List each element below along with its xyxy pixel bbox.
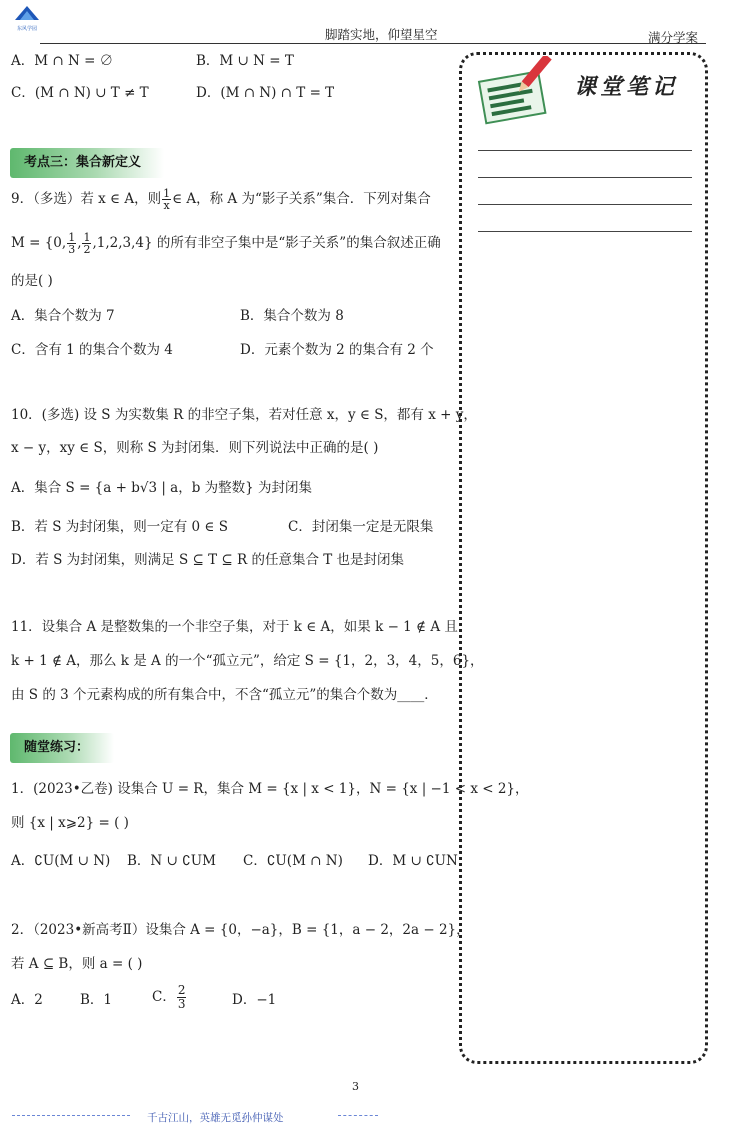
- q9-option-c: C．含有 1 的集合个数为 4: [11, 342, 173, 358]
- p1-option-b: B．N ∪ ∁UM: [127, 853, 216, 869]
- logo-text: 东风学园: [16, 26, 37, 32]
- q10-line-2: x − y，xy ∈ S，则称 S 为封闭集．则下列说法中正确的是( ): [11, 440, 379, 456]
- note-line-4: [478, 231, 692, 232]
- q9-line-3: 的是( ): [11, 273, 53, 289]
- p2-option-c: C． $\frac{2}{3}$: [152, 983, 186, 1011]
- footer-slogan: 千古江山，英雄无觅孙仲谋处: [147, 1112, 284, 1124]
- q9-line-1a: 9．（多选）若 x ∈ A，则: [11, 191, 162, 207]
- note-line-2: [478, 177, 692, 178]
- header-right-title: 满分学案: [648, 30, 699, 45]
- q11-line-2: k + 1 ∉ A，那么 k 是 A 的一个“孤立元”，给定 S = {1，2，3，4，5，6}，: [11, 653, 484, 669]
- q8-option-b: B．M ∪ N = T: [196, 53, 294, 69]
- section-badge-practice: 随堂练习：: [10, 733, 114, 763]
- q8-option-a: A．M ∩ N = ∅: [11, 53, 114, 69]
- header-rule: [40, 43, 706, 44]
- notes-panel-title: 课堂笔记: [574, 74, 679, 100]
- note-line-1: [478, 150, 692, 151]
- p2-line-1: 2．（2023•新高考Ⅱ）设集合 A = {0，−a}，B = {1，a − 2，2a − 2}，: [11, 922, 470, 938]
- page-number: 3: [352, 1080, 359, 1093]
- footer-dash-left: [12, 1115, 130, 1116]
- p2-line-2: 若 A ⊆ B，则 a = ( ): [11, 956, 143, 972]
- q9-option-b: B．集合个数为 8: [240, 308, 344, 324]
- q11-line-1: 11．设集合 A 是整数集的一个非空子集，对于 k ∈ A，如果 k − 1 ∉ A 且: [11, 619, 458, 635]
- q9-line-2: M = {0, $\frac{1}{3}$ , $\frac{1}{2}$ ,1,2,3,4} 的所有非空子集中是“影子关系”的集合叙述正确: [11, 231, 441, 256]
- p2-option-b: B．1: [80, 992, 113, 1008]
- q9-fraction-half: $\frac{1}{2}$: [83, 231, 91, 256]
- q10-option-c: C．封闭集一定是无限集: [288, 519, 434, 535]
- q10-option-d: D．若 S 为封闭集，则满足 S ⊆ T ⊆ R 的任意集合 T 也是封闭集: [11, 552, 405, 568]
- q10-line-1: 10．(多选) 设 S 为实数集 R 的非空子集，若对任意 x，y ∈ S，都有 x + y，: [11, 407, 477, 423]
- q8-option-c: C．(M ∩ N) ∪ T ≠ T: [11, 85, 149, 101]
- p1-option-a: A．∁U(M ∪ N): [11, 853, 111, 869]
- q9-line-1b: ∈ A，称 A 为“影子关系”集合．下列对集合: [172, 191, 431, 207]
- notes-icon: [474, 56, 558, 130]
- q11-line-3: 由 S 的 3 个元素构成的所有集合中，不含“孤立元”的集合个数为____．: [11, 687, 438, 703]
- q8-option-d: D．(M ∩ N) ∩ T = T: [196, 85, 335, 101]
- p2-fraction: $\frac{2}{3}$: [177, 983, 186, 1011]
- p1-line-1: 1．(2023•乙卷) 设集合 U = R，集合 M = {x | x < 1}，N = {x | −1 < x < 2}，: [11, 781, 529, 797]
- p1-option-d: D．M ∪ ∁UN: [368, 853, 458, 869]
- header-center-title: 脚踏实地，仰望星空: [325, 27, 438, 42]
- q9-line-1: [11, 188, 431, 211]
- section-badge-kaodian3: 考点三：集合新定义: [10, 148, 164, 178]
- p1-line-2: 则 {x | x⩾2} = ( ): [11, 815, 129, 831]
- p2-option-d: D．−1: [232, 992, 277, 1008]
- q10-option-a: A．集合 S = {a + b√3 | a，b 为整数} 为封闭集: [11, 480, 313, 496]
- q9-option-d: D．元素个数为 2 的集合有 2 个: [240, 342, 434, 358]
- q9-fraction-third: $\frac{1}{3}$: [68, 231, 76, 256]
- p2-option-a: A．2: [11, 992, 43, 1008]
- q9-fraction: $\frac{1}{x}$: [163, 187, 171, 212]
- q10-option-b: B．若 S 为封闭集，则一定有 0 ∈ S: [11, 519, 228, 535]
- q9-option-a: A．集合个数为 7: [11, 308, 115, 324]
- footer-dash-right: [338, 1115, 378, 1116]
- logo: [12, 4, 42, 32]
- logo-mark-icon: [12, 4, 42, 22]
- note-line-3: [478, 204, 692, 205]
- p1-option-c: C．∁U(M ∩ N): [243, 853, 343, 869]
